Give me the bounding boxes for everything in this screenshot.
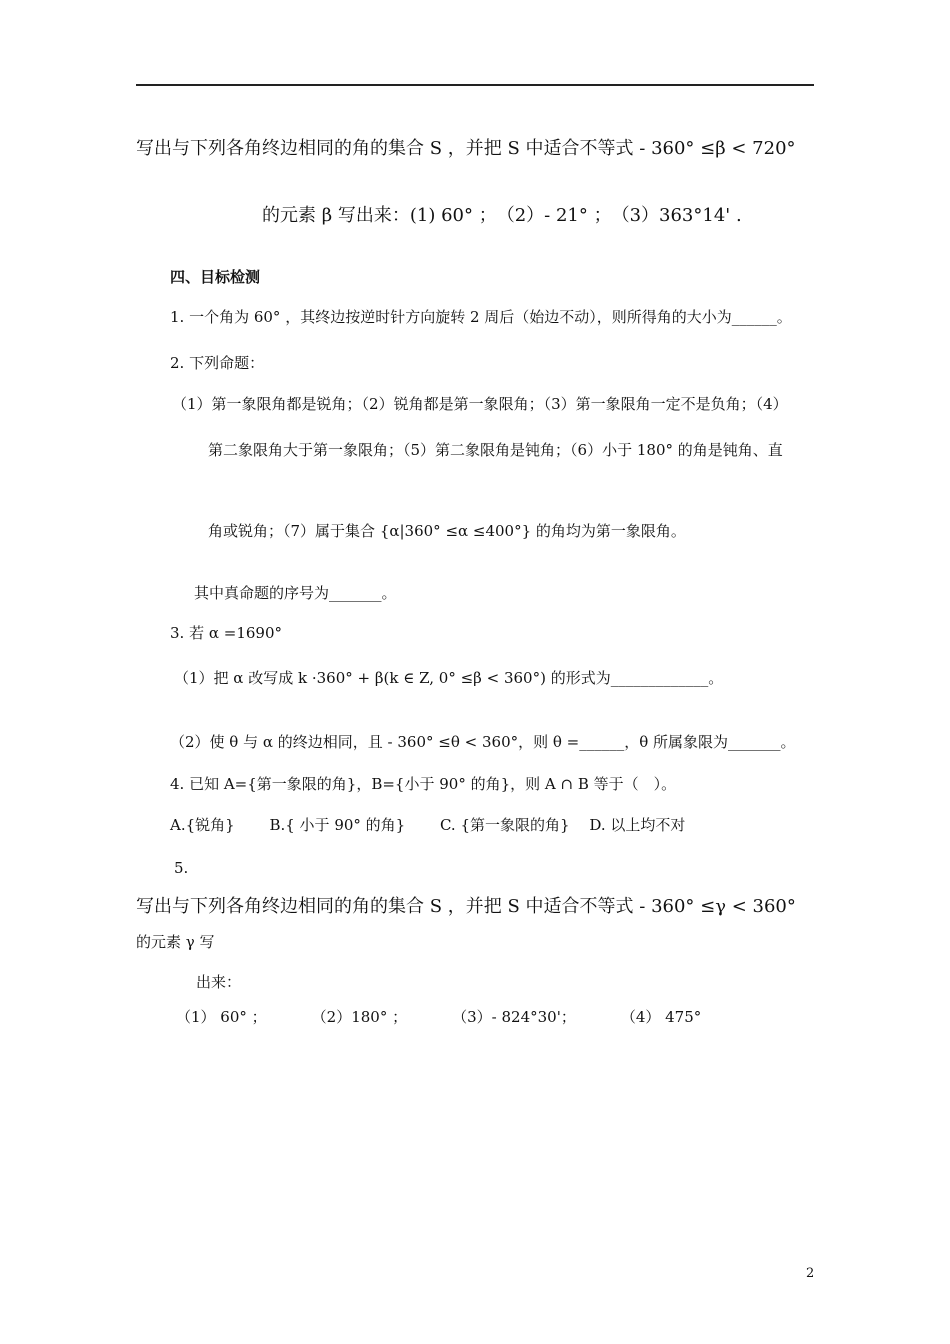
question-2-line1: （1）第一象限角都是锐角；（2）锐角都是第一象限角；（3）第一象限角一定不是负角；（4） bbox=[172, 395, 788, 413]
header-rule bbox=[136, 84, 814, 86]
question-2-answer: 其中真命题的序号为_______。 bbox=[194, 584, 397, 602]
question-4: 4. 已知 A={第一象限的角}，B={小于 90° 的角}，则 A ∩ B 等于（ ）。 bbox=[170, 775, 677, 793]
section-heading: 四、目标检测 bbox=[170, 268, 261, 286]
question-1: 1. 一个角为 60° ，其终边按逆时针方向旋转 2 周后（始边不动），则所得角的大小为______。 bbox=[170, 308, 792, 326]
question-5-prompt-line2: 的元素 γ 写 bbox=[136, 933, 215, 951]
question-2: 2. 下列命题： bbox=[170, 354, 265, 372]
exercise-prompt-line1: 写出与下列各角终边相同的角的集合 S ，并把 S 中适合不等式 - 360° ≤β < 720° bbox=[136, 138, 796, 159]
question-3-part2: （2）使 θ 与 α 的终边相同，且 - 360° ≤θ < 360°，则 θ =______，θ 所属象限为_______。 bbox=[170, 733, 796, 751]
page-number: 2 bbox=[806, 1266, 815, 1281]
question-3: 3. 若 α =1690° bbox=[170, 624, 282, 642]
question-2-line3: 角或锐角；（7）属于集合 {α|360° ≤α ≤400°} 的角均为第一象限角。 bbox=[208, 522, 686, 540]
question-5-prompt-line1: 写出与下列各角终边相同的角的集合 S ，并把 S 中适合不等式 - 360° ≤γ < 360° bbox=[136, 896, 796, 917]
question-5-items: （1） 60° ； （2）180° ； （3）- 824°30'； （4） 475° bbox=[176, 1008, 702, 1026]
exercise-prompt-line2: 的元素 β 写出来：(1) 60° ； （2）- 21° ； （3）363°14' . bbox=[262, 205, 742, 226]
question-2-line2: 第二象限角大于第一象限角；（5）第二象限角是钝角；（6）小于 180° 的角是钝角、直 bbox=[208, 441, 783, 459]
question-5: 5. bbox=[174, 859, 189, 877]
question-3-part1: （1）把 α 改写成 k ·360° + β(k ∈ Z, 0° ≤β < 360°) 的形式为_____________。 bbox=[174, 669, 724, 687]
question-5-prompt-line3: 出来： bbox=[196, 973, 242, 991]
question-4-options: A.{锐角} B.{ 小于 90° 的角} C. {第一象限的角} D. 以上均不对 bbox=[170, 816, 686, 834]
